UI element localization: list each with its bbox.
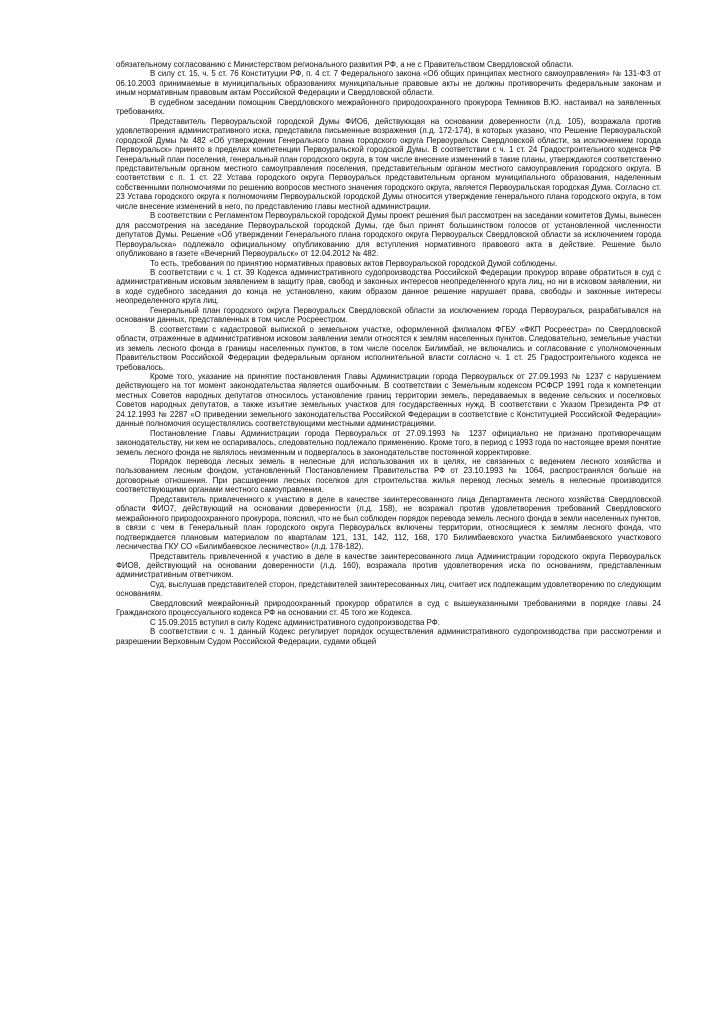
document-paragraph: С 15.09.2015 вступил в силу Кодекс административного судопроизводства РФ. xyxy=(150,617,440,627)
document-body xyxy=(116,60,661,646)
document-paragraph: Представитель Первоуральской городской Думы ФИО6, действующая на основании доверенности (л.д. 105), возражала против удовлетворения административного иска, представила письменные возражения (л.д. 172-174), в которых указано, что Решение Первоуральской городской Думы № 482 «Об утверждении Генерального плана городского округа Первоуральск Свердловской области, за исключением города Первоуральск» принято в пределах компетенции Первоуральской городской Думы. В соответствии с ч. 1 ст. 24 Градостроительного кодекса РФ Генеральный план поселения, генеральный план городского округа, в том числе внесение изменений в такие планы, утверждаются соответственно представительным органом местного самоуправления поселения, представительным органом местного самоуправления городского округа. В соответствии с п. 1 ст. 22 Устава городского округа Первоуральск представительным органом муниципального образования, наделенным собственными полномочиями по решению вопросов местного значения городского округа, является Первоуральская городская Дума. Согласно ст. 23 Устава городского округа к полномочиям Первоуральской городской Думы относится утверждение генерального плана городского округа, в том числе внесение изменений в него, по представлению главы местной администрации. xyxy=(116,116,661,211)
document-paragraph: В соответствии с кадастровой выпиской о земельном участке, оформленной филиалом ФГБУ «ФКП Росреестра» по Свердловской области, отраженные в административном исковом заявлении земли относятся к землям населенных пунктов. Следовательно, земельные участки из земель лесного фонда в границы населенных пунктов, в том числе поселок Билимбай, не включались и согласование с уполномоченным Правительством Российской Федерации федеральным органом исполнительной власти согласно ч. 1 ст. 25 Градостроительного кодекса не требовалось. xyxy=(116,324,661,372)
document-paragraph: В судебном заседании помощник Свердловского межрайонного природоохранного прокурора Темников В.Ю. настаивал на заявленных требованиях. xyxy=(116,97,661,117)
document-paragraph: В соответствии с ч. 1 данный Кодекс регулирует порядок осуществления административного судопроизводства при рассмотрении и разрешении Верховным Судом Российской Федерации, судами общей xyxy=(116,627,661,646)
document-paragraph: В соответствии с ч. 1 ст. 39 Кодекса административного судопроизводства Российской Федерации прокурор вправе обратиться в суд с административным исковым заявлением в защиту прав, свобод и законных интересов неопределенного круга лиц, но ни в исковом заявлении, ни в ходе судебного заседания до конца не установлено, каким образом данное решение нарушает права, свободы и законные интересы неопределенного круга лиц. xyxy=(116,267,661,306)
document-paragraph: Представитель привлеченного к участию в деле в качестве заинтересованного лица Департамента лесного хозяйства Свердловской области ФИО7, действующий на основании доверенности (л.д. 158), не возражал против удовлетворения требований Свердловского межрайонного природоохранного прокурора, пояснил, что не был соблюден порядок перевода земель лесного фонда в земли населенных пунктов, в связи с чем в Генеральный план городского округа Первоуральск включены территории, относящиеся к землям лесного фонда, что подтверждается плановым материалом по кварталам 121, 131, 142, 112, 168, 170 Билимбаевского участка Билимбаевского участкового лесничества ГКУ СО «Билимбаевское лесничество» (л.д. 178-182). xyxy=(116,494,661,552)
document-paragraph: В силу ст. 15, ч. 5 ст. 76 Конституции РФ, п. 4 ст. 7 Федерального закона «Об общих принципах местного самоуправления» № 131-ФЗ от 06.10.2003 принимаемые в муниципальных образованиях муниципальные правовые акты не должны противоречить федеральным законам и иным нормативным правовым актам Российской Федерации и Свердловской области. xyxy=(116,69,661,98)
document-paragraph: Постановление Главы Администрации города Первоуральск от 27.09.1993 № 1237 официально не признано противоречащим законодательству, ни кем не оспаривалось, следовательно подлежало применению. Кроме того, в период с 1993 года по настоящее время понятие земель лесного фонда не являлось неизменным и подвергалось в законодательстве постоянной корректировке. xyxy=(116,428,661,457)
document-paragraph: обязательному согласованию с Министерством регионального развития РФ, а не с Правительством Свердловской области. xyxy=(116,60,574,69)
document-paragraph: Свердловский межрайонный природоохранный прокурор обратился в суд с вышеуказанными требованиями в порядке главы 24 Гражданского процессуального кодекса РФ на основании ст. 45 того же Кодекса. xyxy=(116,598,661,618)
document-paragraph: Представитель привлеченной к участию в деле в качестве заинтересованного лица Администрации городского округа Первоуральск ФИО8, действующий на основании доверенности (л.д. 160), возражала против удовлетворения иска по основаниям, представленным административным ответчиком. xyxy=(116,551,661,580)
document-paragraph: Генеральный план городского округа Первоуральск Свердловской области за исключением города Первоуральск, разрабатывался на основании данных, представленных в том числе Росреестром. xyxy=(116,305,661,325)
document-paragraph: Порядок перевода лесных земель в нелесные для использования их в целях, не связанных с ведением лесного хозяйства и пользованием лесным фондом, установленный Постановлением Правительства РФ от 23.10.1993 № 1064, распространялся больше на договорные отношения. При расширении лесных поселков для строительства жилья перевод лесных земель в нелесные производится соответствующими органами местного самоуправления. xyxy=(116,457,661,495)
document-paragraph: Кроме того, указание на принятие постановления Главы Администрации города Первоуральск от 27.09.1993 № 1237 с нарушением действующего на тот момент законодательства является ошибочным. В соответствии с Земельным кодексом РСФСР 1991 года к компетенции местных Советов народных депутатов относилось установление границ территории земель, передаваемых в ведение сельских и поселковых Советов народных депутатов, а также изъятие земельных участков для государственных нужд. В соответствии с Указом Президента РФ от 24.12.1993 № 2287 «О приведении земельного законодательства Российской Федерации в соответствие с Конституцией Российской Федерации» данные полномочия осуществлялись соответствующими местными администрациями. xyxy=(116,371,661,429)
document-paragraph: В соответствии с Регламентом Первоуральской городской Думы проект решения был рассмотрен на заседании комитетов Думы, вынесен для рассмотрения на заседание Первоуральской городской Думы, где был принят большинством голосов от установленной численности депутатов Думы. Решение «Об утверждении Генерального плана городского округа Первоуральск Свердловской области за исключением города Первоуральска» подлежало официальному опубликованию для вступления нормативного правового акта в действие. Решение было опубликовано в газете «Вечерний Первоуральск» от 12.04.2012 № 482. xyxy=(116,211,661,259)
document-paragraph: То есть, требования по принятию нормативных правовых актов Первоуральской городской Думой соблюдены. xyxy=(150,258,558,268)
document-paragraph: Суд, выслушав представителей сторон, представителей заинтересованных лиц, считает иск подлежащим удовлетворению по следующим основаниям. xyxy=(116,579,661,599)
